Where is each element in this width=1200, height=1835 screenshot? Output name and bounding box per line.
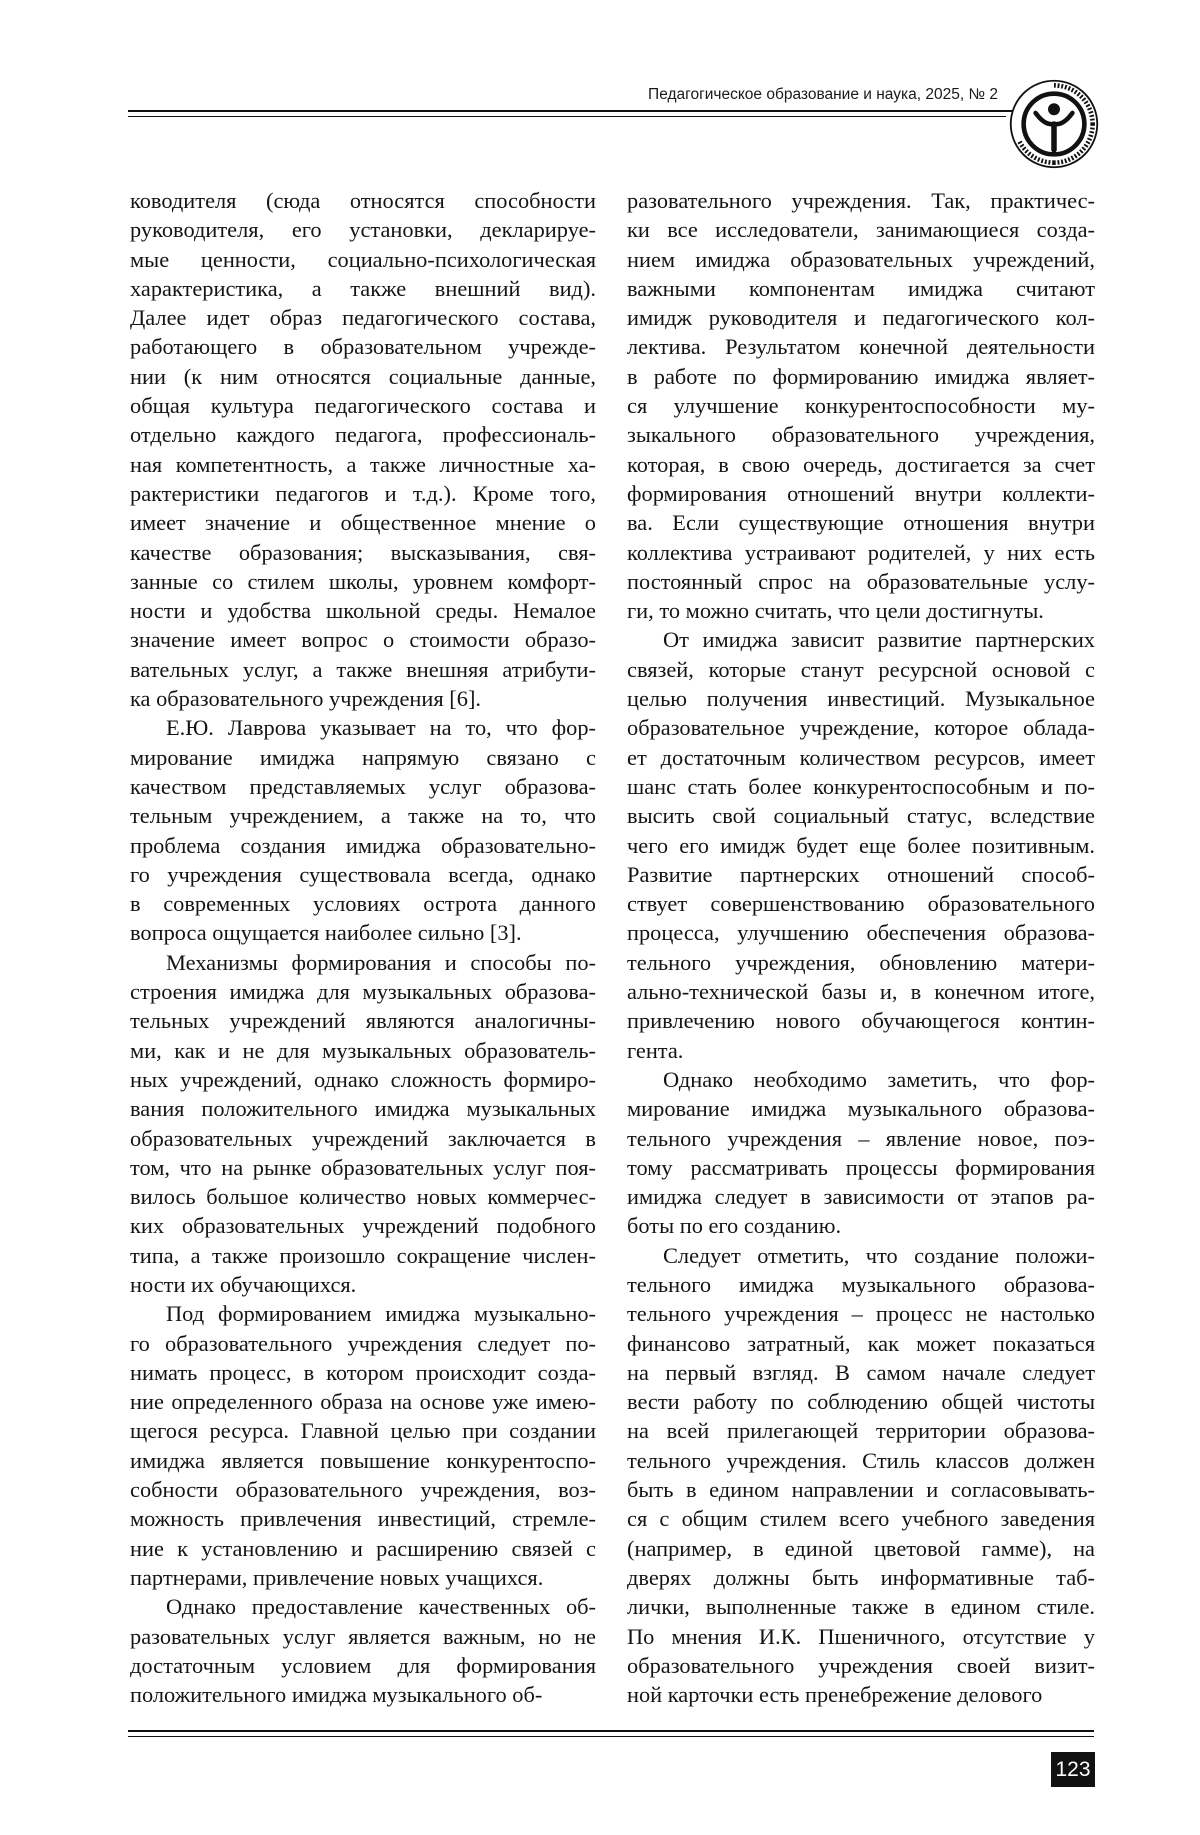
text-line: Механизмы формирования и способы по-	[166, 949, 596, 975]
text-line: в работе по формированию имиджа являет-	[627, 363, 1095, 389]
text-line: значение имеет вопрос о стоимости образо-	[130, 627, 596, 653]
text-line: важными компонентам имиджа считают	[627, 275, 1095, 301]
text-line: нии (к ним относятся социальные данные,	[130, 363, 596, 389]
text-line: положительного имиджа музыкального об-	[130, 1682, 543, 1708]
text-line: партнерами, привлечение новых учащихся.	[130, 1564, 544, 1590]
text-line: образовательных учреждений заключается в	[130, 1125, 596, 1151]
text-column-right	[627, 186, 1095, 1709]
text-line: ной карточки есть пренебрежение делового	[627, 1682, 1043, 1708]
header-rule	[128, 110, 1013, 112]
journal-logo	[1008, 78, 1100, 170]
text-line: на первый взгляд. В самом начале следует	[627, 1359, 1095, 1385]
text-line: ги, то можно считать, что цели достигнуты.	[627, 598, 1044, 624]
text-line: ально-технической базы и, в конечном итоге,	[627, 979, 1095, 1005]
text-line: типа, а также произошло сокращение числен-	[130, 1242, 596, 1268]
paragraph	[627, 1065, 1095, 1241]
paragraph	[130, 713, 596, 947]
text-line: Под формированием имиджа музыкально-	[166, 1301, 596, 1327]
text-line: ности и удобства школьной среды. Немалое	[130, 598, 596, 624]
text-line: щегося ресурса. Главной целью при создании	[130, 1418, 596, 1444]
text-line: высить свой социальный статус, вследствие	[627, 803, 1095, 829]
text-line: разовательных услуг является важным, но не	[130, 1623, 596, 1649]
running-head: Педагогическое образование и наука, 2025, № 2	[648, 86, 998, 103]
text-line: Е.Ю. Лаврова указывает на то, что фор-	[166, 715, 596, 741]
text-line: го учреждения существовала всегда, однако	[130, 861, 596, 887]
text-line: ствует совершенствованию образовательного	[627, 891, 1095, 917]
text-line: ки все исследователи, занимающиеся созда-	[627, 217, 1095, 243]
footer-rule-thin	[128, 1736, 1094, 1737]
text-line: постоянный спрос на образовательные услу-	[627, 568, 1095, 594]
text-line: рактеристики педагогов и т.д.). Кроме того,	[130, 480, 596, 506]
text-line: образовательное учреждение, которое облада-	[627, 715, 1095, 741]
text-line: го образовательного учреждения следует по-	[130, 1330, 596, 1356]
text-line: Следует отметить, что создание положи-	[663, 1242, 1095, 1268]
text-line: ние к установлению и расширению связей с	[130, 1535, 596, 1561]
paragraph	[627, 1241, 1095, 1710]
text-line: мые ценности, социально-психологическая	[130, 246, 596, 272]
text-line: ная компетентность, а также личностные ха-	[130, 451, 596, 477]
text-line: имиджа следует в зависимости от этапов ра-	[627, 1184, 1095, 1210]
text-line: мирование имиджа напрямую связано с	[130, 744, 596, 770]
text-line: От имиджа зависит развитие партнерских	[663, 627, 1095, 653]
text-line: быть в едином направлении и согласовывать-	[627, 1477, 1095, 1503]
text-line: связей, которые станут ресурсной основой с	[627, 656, 1095, 682]
text-line: мирование имиджа музыкального образова-	[627, 1096, 1095, 1122]
text-line: вести работу по соблюдению общей чистоты	[627, 1389, 1095, 1415]
text-line: ка образовательного учреждения [6].	[130, 686, 482, 712]
text-line: имеет значение и общественное мнение о	[130, 510, 596, 536]
text-line: ми, как и не для музыкальных образователь-	[130, 1037, 596, 1063]
text-line: том, что на рынке образовательных услуг поя-	[130, 1154, 596, 1180]
text-line: Однако необходимо заметить, что фор-	[663, 1066, 1095, 1092]
paragraph	[130, 948, 596, 1300]
text-line: ных учреждений, однако сложность формиро-	[130, 1066, 596, 1092]
text-line: тельного учреждения – явление новое, поэ-	[627, 1125, 1095, 1151]
text-line: Однако предоставление качественных об-	[166, 1594, 596, 1620]
text-line: тельного учреждения, обновлению матери-	[627, 949, 1095, 975]
text-line: гента.	[627, 1037, 684, 1063]
text-line: чего его имидж будет еще более позитивным.	[627, 832, 1095, 858]
text-line: тому рассматривать процессы формирования	[627, 1154, 1095, 1180]
text-line: отдельно каждого педагога, профессиональ-	[130, 422, 596, 448]
text-line: нием имиджа образовательных учреждений,	[627, 246, 1095, 272]
text-line: ся улучшение конкурентоспособности му-	[627, 393, 1095, 419]
text-line: тельного учреждения. Стиль классов должен	[627, 1447, 1095, 1473]
text-line: боты по его созданию.	[627, 1213, 842, 1239]
paragraph	[627, 186, 1095, 625]
text-line: строения имиджа для музыкальных образова-	[130, 979, 596, 1005]
text-line: зыкального образовательного учреждения,	[627, 422, 1095, 448]
text-line: ся с общим стилем всего учебного заведения	[627, 1506, 1095, 1532]
text-line: общая культура педагогического состава и	[130, 393, 596, 419]
text-line: шанс стать более конкурентоспособным и по-	[627, 773, 1095, 799]
text-line: которая, в свою очередь, достигается за счет	[627, 451, 1095, 477]
text-line: разовательного учреждения. Так, практичес-	[627, 188, 1095, 213]
text-line: вопроса ощущается наиболее сильно [3].	[130, 920, 522, 946]
text-line: вательных услуг, а также внешняя атрибути-	[130, 656, 596, 682]
text-line: дверях должны быть информативные таб-	[627, 1564, 1095, 1590]
text-line: формирования отношений внутри коллекти-	[627, 480, 1095, 506]
paragraph	[130, 1592, 596, 1709]
text-line: ва. Если существующие отношения внутри	[627, 510, 1095, 536]
text-line: качестве образования; высказывания, свя-	[130, 539, 596, 565]
text-line: привлечению нового обучающегося контин-	[627, 1008, 1095, 1034]
text-line: в современных условиях острота данного	[130, 891, 596, 917]
text-line: тельного имиджа музыкального образова-	[627, 1271, 1095, 1297]
text-line: качеством представляемых услуг образова-	[130, 773, 596, 799]
text-line: достаточным условием для формирования	[130, 1652, 596, 1678]
header-rule-thin	[128, 116, 1006, 117]
paragraph	[130, 1299, 596, 1592]
text-line: работающего в образовательном учрежде-	[130, 334, 596, 360]
text-line: ности их обучающихся.	[130, 1271, 357, 1297]
text-line: нимать процесс, в котором происходит созда-	[130, 1359, 596, 1385]
text-line: занные со стилем школы, уровнем комфорт-	[130, 568, 596, 594]
page-number: 123	[1051, 1752, 1095, 1787]
text-line: характеристика, а также внешний вид).	[130, 275, 596, 301]
text-line: коллектива устраивают родителей, у них есть	[627, 539, 1095, 565]
text-line: процесса, улучшению обеспечения образова-	[627, 920, 1095, 946]
text-line: ние определенного образа на основе уже имею-	[130, 1389, 596, 1415]
text-line: целью получения инвестиций. Музыкальное	[627, 686, 1095, 712]
paragraph	[627, 625, 1095, 1064]
text-line: вилось большое количество новых коммерчес-	[130, 1184, 596, 1210]
text-line: проблема создания имиджа образовательно-	[130, 832, 596, 858]
text-line: вания положительного имиджа музыкальных	[130, 1096, 596, 1122]
text-line: финансово затратный, как может показаться	[627, 1330, 1095, 1356]
footer-rule	[128, 1730, 1094, 1732]
paragraph	[130, 186, 596, 713]
text-line: ет достаточным количеством ресурсов, имеет	[627, 744, 1095, 770]
text-line: тельным учреждением, а также на то, что	[130, 803, 596, 829]
text-line: имидж руководителя и педагогического кол-	[627, 305, 1095, 331]
text-line: лички, выполненные также в едином стиле.	[627, 1594, 1095, 1620]
text-line: собности образовательного учреждения, воз-	[130, 1477, 596, 1503]
text-line: имиджа является повышение конкурентоспо-	[130, 1447, 596, 1473]
text-line: ких образовательных учреждений подобного	[130, 1213, 596, 1239]
text-line: По мнения И.К. Пшеничного, отсутствие у	[627, 1623, 1095, 1649]
text-line: образовательного учреждения своей визит-	[627, 1652, 1095, 1678]
text-line: тельного учреждения – процесс не настолько	[627, 1301, 1095, 1327]
text-line: руководителя, его установки, декларируе-	[130, 217, 596, 243]
text-column-left	[130, 186, 596, 1709]
text-line: Далее идет образ педагогического состава,	[130, 305, 596, 331]
text-line: Развитие партнерских отношений способ-	[627, 861, 1095, 887]
text-line: (например, в единой цветовой гамме), на	[627, 1535, 1095, 1561]
text-line: можность привлечения инвестиций, стремле-	[130, 1506, 596, 1532]
text-line: тельных учреждений являются аналогичны-	[130, 1008, 596, 1034]
text-line: лектива. Результатом конечной деятельности	[627, 334, 1095, 360]
text-line: ководителя (сюда относятся способности	[130, 188, 596, 213]
text-line: на всей прилегающей территории образова-	[627, 1418, 1095, 1444]
